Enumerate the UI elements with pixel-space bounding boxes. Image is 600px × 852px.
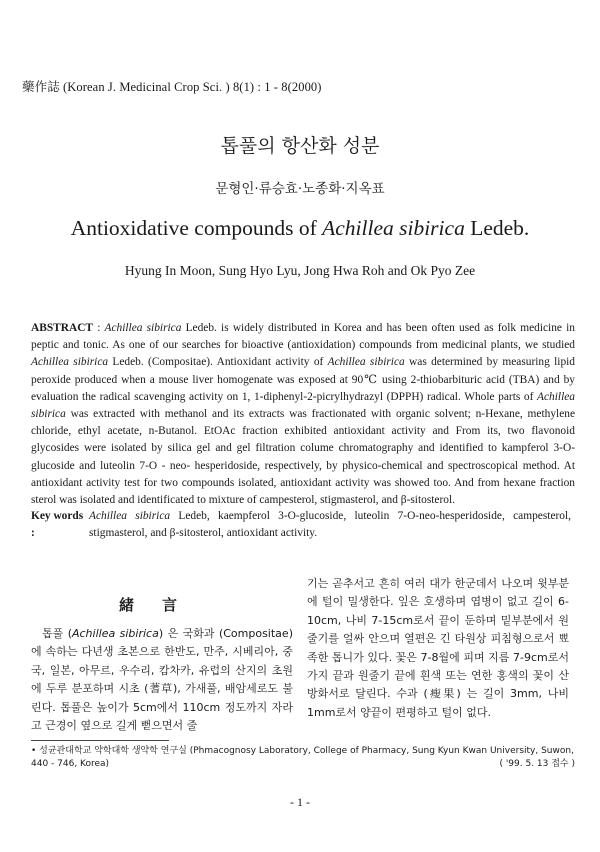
intro-left-pre: 톱풀 ( [42, 627, 72, 640]
footnote-affiliation: • 성균관대학교 약학대학 생약학 연구실 (Phmacognosy Laboratory, College of Pharmacy, Sung Kyun Kwan University, Suwon, 440 - 746, Korea) [31, 746, 574, 769]
abstract-text-1: Ledeb. is widely distributed in Korea and has been often used as folk medicine in peptic and tonic. As one of our searches for bioactive (antioxidation) compounds from medicinal plants, we studied [31, 322, 575, 352]
keywords-list: Ledeb, kaempferol 3-O-glucoside, luteolin 7-O-neo-hesperidoside, campesterol, stigmasterol, and β-sitosterol, antioxidant activity. [89, 510, 572, 540]
intro-left-post: ) 은 국화과 (Compositae) 에 속하는 다년생 초본으로 한반도, 만주, 시베리아, 중국, 일본, 아무르, 우수리, 캄차카, 유럽의 산지의 초원에 두루 분포하며 시초 (蓍草), 가새풀, 배암세로도 불린다. 톱풀은 높이가 5cm에서 110cm 정도까지 자라고 근경이 옆으로 길게 뻗으면서 줄 [31, 627, 293, 733]
keywords-species: Achillea sibirica [89, 510, 171, 522]
abstract-species-4: Achillea sibirica [31, 390, 575, 421]
korean-title: 톱풀의 항산화 성분 [220, 135, 380, 157]
keywords-label: Key words : [31, 510, 84, 540]
english-title-species: Achillea sibirica [322, 216, 465, 240]
korean-authors: 문형인·류승효·노종화·지옥표 [215, 181, 385, 197]
introduction-heading: 緒言 [118, 596, 205, 614]
abstract-label: ABSTRACT [31, 322, 94, 334]
abstract [31, 320, 575, 509]
keywords [31, 508, 575, 542]
abstract-sep: : [93, 322, 105, 334]
english-title-prefix: Antioxidative compounds of [70, 216, 323, 240]
abstract-text-4: was extracted with methanol and its extracts was fractionated with organic solvent; n-Hexane, methylene chloride, ethyl acetate, n-Butanol. EtOAc fraction exhibited antioxidant activity and From its, two flavonoid glycosides were isolated by silica gel and gel filtration colume chromatography and identified to kampferol 3-O-glucoside and luteolin 7-O - neo- hesperidoside, respectively, by physico-chemical and spectroscopical method. At antioxidant activity test for two compounds isolated, antioxidant activity was showed too. And from hexane fraction sterol was isolated and identificated to mixture of campesterol, stigmasterol, and β-sitosterol. [31, 408, 575, 507]
introduction-right-column: 기는 곧추서고 흔히 여러 대가 한군데서 나오며 윗부분에 털이 밀생한다. 잎은 호생하며 엽병이 없고 길이 6-10cm, 나비 7-15cm로서 끝이 둔하며 밑부분에서 원줄기를 얼싸 안으며 열편은 긴 타원상 피침형으로서 뾰족한 톱니가 있다. 꽃은 7-8월에 피며 지름 7-9cm로서 가지 끝과 원줄기 끝에 흰색 또는 연한 홍색의 꽃이 산방화서로 달린다. 수과 (瘦果) 는 길이 3mm, 나비 1mm로서 양끝이 편평하고 털이 없다. [307, 577, 569, 719]
footnote-rule [31, 740, 169, 741]
introduction-left-column [31, 625, 293, 735]
journal-citation: 藥作誌 (Korean J. Medicinal Crop Sci. ) 8(1) : 1 - 8(2000) [22, 80, 322, 94]
abstract-species-1: Achillea sibirica [104, 322, 182, 334]
abstract-species-2: Achillea sibirica [31, 356, 109, 369]
keywords-text [89, 508, 571, 542]
english-title-suffix: Ledeb. [464, 216, 530, 240]
english-authors: Hyung In Moon, Sung Hyo Lyu, Jong Hwa Roh and Ok Pyo Zee [124, 263, 476, 278]
abstract-text-3: was determined by measuring lipid peroxide produced when a mouse liver homogenate was exposed at 90℃ using 2-thiobarbituric acid (TBA) and by evaluation the radical scavenging activity on 1, 1-diphenyl-2-picrylhydrazyl (DPPH) radical. Whole parts of [31, 356, 576, 403]
abstract-species-3: Achillea sibirica [327, 356, 405, 369]
intro-left-species: Achillea sibirica [71, 627, 159, 640]
english-title [0, 216, 600, 241]
footnote-received-date: ( '99. 5. 13 접수 ) [499, 759, 575, 769]
page-number: - 1 - [290, 795, 310, 809]
abstract-text-2: Ledeb. (Compositae). Antioxidant activity of [108, 356, 328, 369]
footnote [31, 745, 575, 771]
